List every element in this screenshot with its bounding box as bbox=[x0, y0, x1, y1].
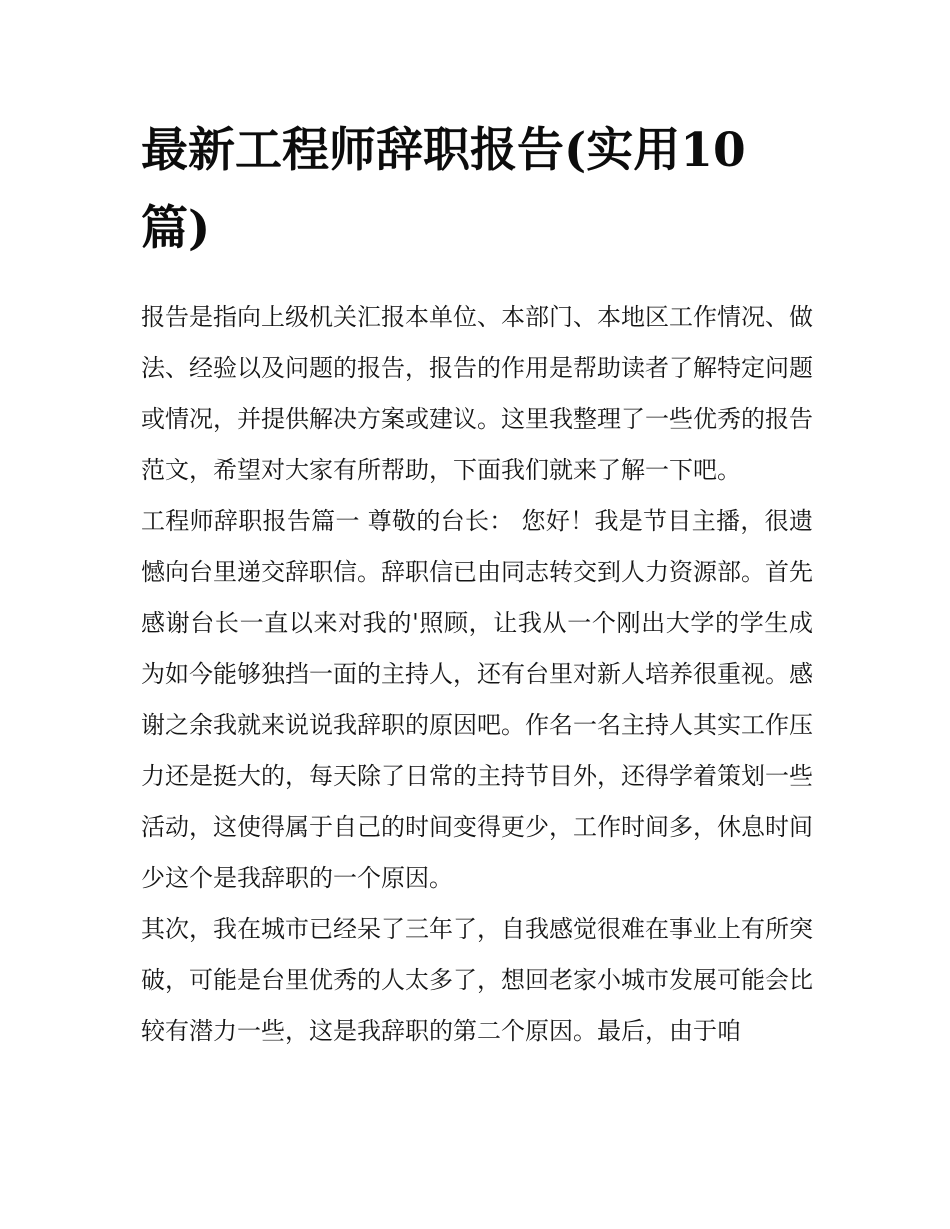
body-paragraph-2: 其次，我在城市已经呆了三年了，自我感觉很难在事业上有所突破，可能是台里优秀的人太多了，想回老家小城市发展可能会比较有潜力一些，这是我辞职的第二个原因。最后，由于咱 bbox=[141, 915, 813, 1045]
document-body bbox=[141, 112, 813, 1057]
document-title: 最新工程师辞职报告(实用10篇) bbox=[141, 123, 746, 256]
intro-paragraph: 报告是指向上级机关汇报本单位、本部门、本地区工作情况、做法、经验以及问题的报告，报告的作用是帮助读者了解特定问题或情况，并提供解决方案或建议。这里我整理了一些优秀的报告范文，希望对大家有所帮助，下面我们就来了解一下吧。 bbox=[141, 303, 813, 484]
body-paragraph-1: 工程师辞职报告篇一 尊敬的台长： 您好！我是节目主播，很遗憾向台里递交辞职信。辞职信已由同志转交到人力资源部。首先感谢台长一直以来对我的'照顾，让我从一个刚出大学的学生成为如今能够独挡一面的主持人，还有台里对新人培养很重视。感谢之余我就来说说我辞职的原因吧。作名一名主持人其实工作压力还是挺大的，每天除了日常的主持节目外，还得学着策划一些活动，这使得属于自己的时间变得更少，工作时间多，休息时间少这个是我辞职的一个原因。 bbox=[141, 507, 813, 892]
